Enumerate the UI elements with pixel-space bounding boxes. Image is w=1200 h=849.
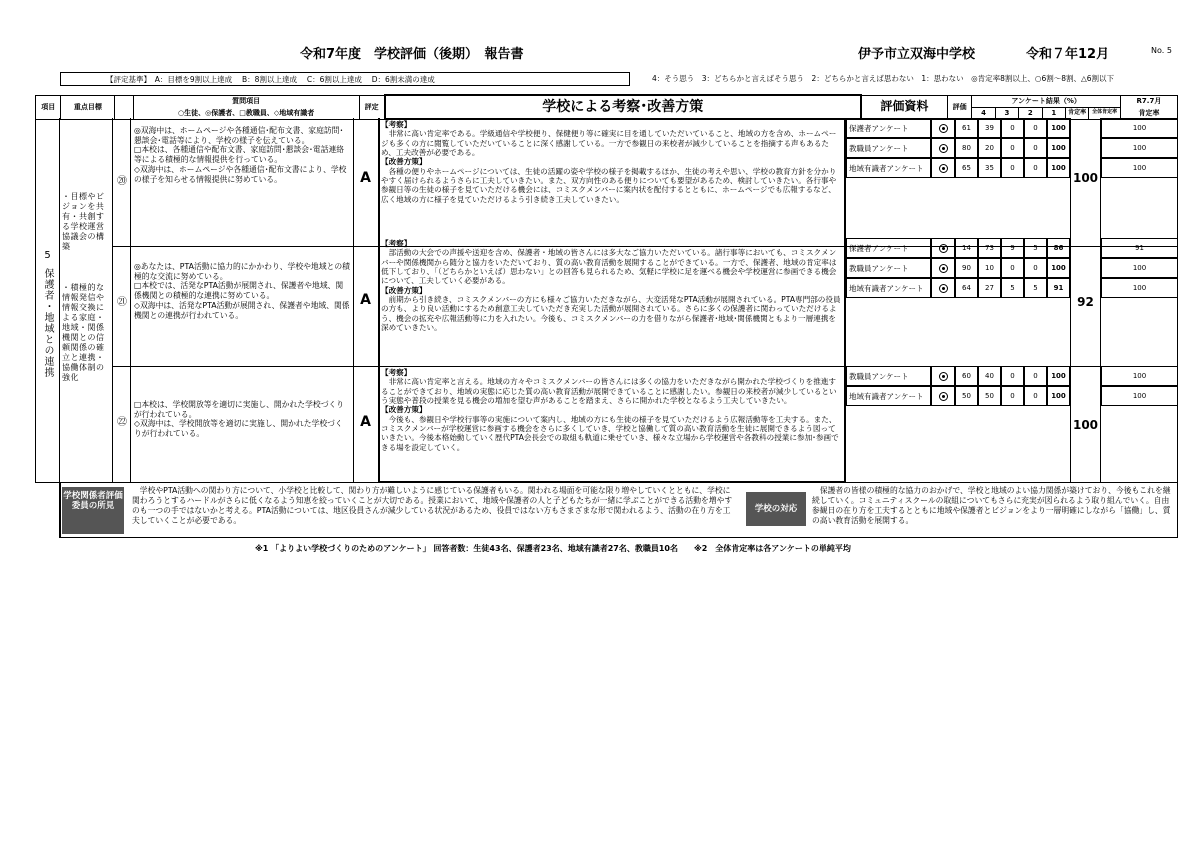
row2-number: ㉑ [117,297,127,308]
row1-main [381,120,843,204]
survey-value-v1: 5 [1024,238,1047,258]
response-text: 保護者の皆様の積極的な協力のおかげで、学校と地域のよい協力関係が築けており、今後もこれを継続していく。コミュニティスクールの取組についてもさらに充実が図られるよう取り組んでいく。自由参観日の在り方を工夫するとともに地域や保護者とビジョンをより一層明確にしながら「協働」し、質の高い教育活動を展開する。 [812,486,1171,526]
row3-consider-label: 【考察】 [381,368,412,377]
header-survey: アンケート結果（%） [972,95,1121,107]
survey-value-pos: 100 [1047,158,1070,178]
row3-consider: 非常に高い肯定率と言える。地域の方々やコミスクメンバーの皆さんには多くの協力をいただきながら開かれた学校づくりを推進することができており、地域の実態に応じた質の高い教育活動が展開できていることに感謝したい。参観日の来校者が減少しているという実態や普段の授業を見る機会の増加を望む声があることを踏まえ、さらに開かれた学校となるよう工夫していきたい。 [381,377,837,405]
eval-mark-icon [931,278,955,298]
row1-question: ◎双海中は、ホームページや各種通信･配布文書、家庭訪問･懇談会･電話等により、学校の様子を伝えている。 □本校は、各種通信や配布文書、家庭訪問･懇談会･電話連絡等による積極的な情報提供を行っている。 ◇双海中は、ホームページや各種通信･配布文書により、学校の様子を知らせる情報提供に努めている。 [134,126,347,184]
row3-rating: A [360,414,371,430]
header-c4: 4 [972,107,995,119]
double-circle-icon [939,392,948,401]
survey-value-v3: 20 [978,138,1001,158]
survey-value-v4: 50 [955,386,978,406]
survey-value-v3: 10 [978,258,1001,278]
header-item: 項目 [36,95,61,119]
survey-value-v4: 61 [955,118,978,138]
survey-value-v1: 0 [1024,258,1047,278]
survey-value-v1: 0 [1024,158,1047,178]
r77-value: 100 [1101,278,1178,298]
survey-value-v1: 0 [1024,386,1047,406]
survey-value-v1: 0 [1024,366,1047,386]
survey-value-pos: 100 [1047,138,1070,158]
header-question-sub: ○生徒、◎保護者、□教職員、◇地域有識者 [133,107,359,119]
survey-value-pos: 86 [1047,238,1070,258]
header-goal: 重点目標 [61,95,115,119]
survey-name: 教職員アンケート [846,138,931,158]
eval-mark-icon [931,238,955,258]
r77-value: 100 [1101,366,1178,386]
double-circle-icon [939,372,948,381]
total-positive-rate: 100 [1070,366,1101,483]
row3-improve-label: 【改善方策】 [381,405,427,415]
survey-value-v4: 14 [955,238,978,258]
survey-value-v1: 0 [1024,118,1047,138]
header-question: 質問項目 [133,95,359,107]
eval-mark-icon [931,158,955,178]
eval-mark-icon [931,138,955,158]
row2-consider: 部活動の大会での声援や送迎を含め、保護者・地域の皆さんには多大なご協力いただいている。諸行事等においても、コミスクメンバーや関係機関から随分と協力をいただいており、質の高い教育活動を展開することができている。一方で、保護者、地域の肯定率は低下しており、「（どちらかといえば）思わない」との回答も見られるため、気軽に学校に足を運べる機会や学校運営に参画できる機会について、工夫していく必要がある。 [381,248,837,286]
page-number: No. 5 [1151,46,1172,55]
row2-improve-label: 【改善方策】 [381,285,427,295]
row2-consider-label: 【考察】 [381,239,412,248]
survey-value-v3: 35 [978,158,1001,178]
survey-value-v2: 0 [1001,158,1024,178]
survey-value-v3: 40 [978,366,1001,386]
survey-value-v1: 0 [1024,138,1047,158]
header-material: 評価資料 [861,95,948,119]
survey-value-v2: 0 [1001,118,1024,138]
header-c1: 1 [1042,107,1065,119]
survey-value-pos: 100 [1047,386,1070,406]
r77-value: 100 [1101,158,1178,178]
survey-value-v2: 9 [1001,238,1024,258]
survey-name: 地域有識者アンケート [846,278,931,298]
row3-number: ㉒ [117,417,127,428]
r77-value: 100 [1101,258,1178,278]
goal-1: ・目標やビジョンを共有・共創する学校運営協議会の構築 [62,192,105,251]
survey-value-v4: 60 [955,366,978,386]
header-r77-sub: 肯定率 [1120,107,1177,119]
header-total: 全体肯定率 [1089,107,1121,119]
eval-mark-icon [931,258,955,278]
row3-question: □本校は、学校開放等を適切に実施し、開かれた学校づくりが行われている。 ◇双海中は、学校開放等を適切に実施し、開かれた学校づくりが行われている。 [134,400,345,439]
row1-number: ⑳ [117,176,127,187]
school-name: 伊予市立双海中学校 [858,47,976,62]
survey-value-v3: 27 [978,278,1001,298]
total-positive-rate: 100 [1070,118,1101,238]
row1-rating: A [360,170,371,186]
row1-improve-label: 【改善方策】 [381,157,427,167]
survey-value-v2: 0 [1001,258,1024,278]
row1-consider: 非常に高い肯定率である。学級通信や学校便り、保健便り等に確実に目を通していただいていること、地域の方を含め、ホームページも多くの方に閲覧していただいていることに深く感謝している。一方で参観日の来校者が減少していることを指摘する声もあるため、工夫改善が必要である。 [381,129,837,157]
survey-value-v3: 39 [978,118,1001,138]
survey-name: 保護者アンケート [846,238,931,258]
survey-value-pos: 100 [1047,366,1070,386]
row2-question: ◎あなたは、PTA活動に協力的にかかわり、学校や地域との積極的な交流に努めている。 □本校では、活発なPTA活動が展開され、保護者や地域、関係機関との積極的な連携に努めている。 ◇双海中は、活発なPTA活動が展開され、保護者や地域、関係機関との連携が行われている。 [134,262,350,320]
item-name: 保護者・地域との連携 [42,268,53,378]
header-main: 学校による考察･改善方策 [385,95,861,119]
survey-name: 教職員アンケート [846,366,931,386]
survey-value-v2: 0 [1001,366,1024,386]
header-rating: 評定 [359,95,384,119]
committee-text: 学校やPTA活動への関わり方について、小学校と比較して、関わり方が難しいように感じている保護者もいる。関われる場面を可能な限り増やしていくとともに、学校に関わろうとするハードルがさらに低くなるよう知恵を絞っていくことが大切である。授業において、地域や保護者の人と子どもたちが一緒に学ぶことができる活動を増やすのも一つの手ではないかと考える。PTA活動については、地区役員さんが減少している状況があるため、役員ではない方もさまざまな形で関われるよう、活動の在り方を工夫していくことが必要である。 [132,486,733,526]
eval-mark-icon [931,366,955,386]
row3-main [381,368,843,452]
survey-name: 教職員アンケート [846,258,931,278]
row2-improve: 前期から引き続き、コミスクメンバーの方にも様々ご協力いただきながら、大変活発なPTA活動が展開されている。PTA専門部の役員の方も、より良い活動にするため創意工夫していただき充実した活動が展開されている。さらに多くの保護者に関わっていただけるよう、機会の拡充や広報活動等に力を入れたい。今後も、コミスクメンバーの力を借りながら保護者･地域･関係機関ともより一層連携を深めていきたい。 [381,294,841,332]
survey-value-pos: 91 [1047,278,1070,298]
survey-name: 保護者アンケート [846,118,931,138]
double-circle-icon [939,164,948,173]
answer-scale: 4：そう思う 3：どちらかと言えばそう思う 2：どちらかと言えば思わない 1：思わない ◎肯定率8割以上、○6割～8割、△6割以下 [652,74,1115,83]
header-eval: 評価 [947,95,971,119]
double-circle-icon [939,244,948,253]
survey-value-v3: 50 [978,386,1001,406]
survey-value-pos: 100 [1047,258,1070,278]
header-c2: 2 [1019,107,1042,119]
survey-value-pos: 100 [1047,118,1070,138]
survey-value-v3: 73 [978,238,1001,258]
row1-improve: 各種の便りやホームページについては、生徒の活躍の姿や学校の様子を掲載するほか、生徒の考えや思い、学校の教育方針を分かりやすく届けられるようさらに工夫していきたい。また、双方向性のある便りについても要望があるため、検討していきたい。各行事や参観日等の生徒の様子を見ていただける機会には、コミスクメンバーに案内状を配付するとともに、ホームページでも広報するなど、広く地域の方に様子を見ていただけるよう引き続き工夫していきたい。 [381,166,837,204]
row1-consider-label: 【考察】 [381,120,412,129]
survey-value-v4: 80 [955,138,978,158]
r77-value: 100 [1101,118,1178,138]
survey-value-v4: 90 [955,258,978,278]
double-circle-icon [939,284,948,293]
survey-value-v2: 0 [1001,386,1024,406]
double-circle-icon [939,144,948,153]
response-label: 学校の対応 [746,492,806,526]
survey-value-v4: 64 [955,278,978,298]
header-r77: R7.7月 [1120,95,1177,107]
footnote: ※1 「よりよい学校づくりのためのアンケート」 回答者数：生徒43名、保護者23名、地域有識者27名、教職員10名 ※2 全体肯定率は各アンケートの単純平均 [255,544,851,553]
goal-2: ・積極的な情報発信や情報交換による家庭・地域・関係機関との信頼関係の確立と連携・協働体制の強化 [62,283,105,382]
row3-improve: 今後も、参観日や学校行事等の実施について案内し、地域の方にも生徒の様子を見ていただけるよう広報活動等を工夫する。また、コミスクメンバーが学校運営に参画する機会をさらに多くしていき、学校と協働して質の高い教育活動を生徒に展開できるよう図っていきたい。今後本格始動していく歴代PTA会長会での取組も軌道に乗せていき、様々な立場から学校運営や各教科の授業に参加･参画できる場を設定していく。 [381,414,839,452]
row2-main [381,239,843,332]
survey-value-v4: 65 [955,158,978,178]
page-title: 令和7年度 学校評価（後期） 報告書 [300,47,524,62]
item-number: 5 [44,250,51,261]
double-circle-icon [939,124,948,133]
header-c3: 3 [995,107,1018,119]
survey-value-v2: 5 [1001,278,1024,298]
row2-rating: A [360,292,371,308]
survey-name: 地域有識者アンケート [846,386,931,406]
report-date: 令和７年12月 [1026,47,1110,62]
survey-value-v2: 0 [1001,138,1024,158]
r77-value: 91 [1101,238,1178,258]
rating-criteria: 【評定基準】 A：目標を9割以上達成 B：8割以上達成 C：6割以上達成 D：6割未満の達成 [60,72,630,86]
survey-value-v1: 5 [1024,278,1047,298]
r77-value: 100 [1101,386,1178,406]
r77-value: 100 [1101,138,1178,158]
committee-label: 学校関係者評価委員の所見 [62,487,124,534]
header-pos: 肯定率 [1065,107,1088,119]
double-circle-icon [939,264,948,273]
survey-name: 地域有識者アンケート [846,158,931,178]
total-positive-rate: 92 [1070,238,1101,366]
eval-mark-icon [931,118,955,138]
eval-mark-icon [931,386,955,406]
